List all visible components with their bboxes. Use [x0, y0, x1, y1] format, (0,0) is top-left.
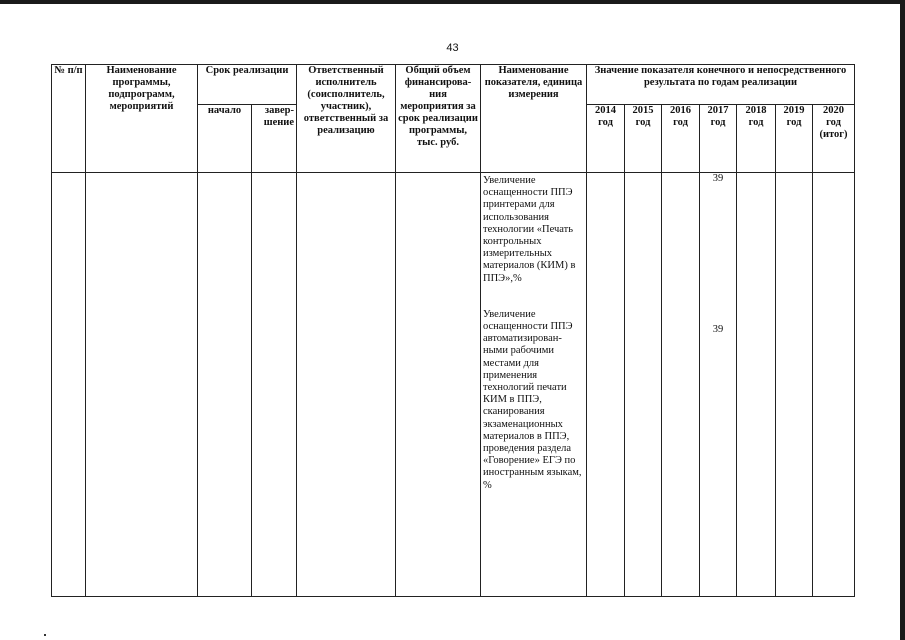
header-num: № п/п — [52, 65, 86, 173]
header-name: Наименование программы, подпрограмм, мероприятий — [86, 65, 198, 173]
cell-2017 — [700, 173, 737, 597]
cell-2015 — [625, 173, 662, 597]
indicator-value: 39 — [712, 324, 724, 335]
page-number: 43 — [446, 42, 459, 54]
scan-edge-right — [900, 0, 905, 640]
cell-name — [86, 173, 198, 597]
header-term: Срок реализации — [198, 65, 297, 105]
cell-funding — [396, 173, 481, 597]
cell-2014 — [587, 173, 625, 597]
header-year-2018: 2018 год — [737, 105, 776, 173]
header-year-2020: 2020 год (итог) — [813, 105, 855, 173]
header-executor: Ответственный исполнитель (соисполнитель, участник), ответственный за реализацию — [297, 65, 396, 173]
header-row-1 — [52, 65, 855, 105]
header-year-2016: 2016 год — [662, 105, 700, 173]
header-funding: Общий объем финансирова-ния мероприятия за срок реализации программы, тыс. руб. — [396, 65, 481, 173]
scan-speck — [44, 634, 46, 636]
cell-num — [52, 173, 86, 597]
header-year-2014: 2014 год — [587, 105, 625, 173]
header-year-2015: 2015 год — [625, 105, 662, 173]
header-year-2017: 2017 год — [700, 105, 737, 173]
header-term-end: завер-шение — [252, 105, 297, 173]
header-indicator: Наименование показателя, единица измерения — [481, 65, 587, 173]
header-values-group: Значение показателя конечного и непосредственного результата по годам реализации — [587, 65, 855, 105]
cell-executor — [297, 173, 396, 597]
header-term-start: начало — [198, 105, 252, 173]
indicator-text: Увеличение оснащенности ППЭ автоматизирован-ными рабочими местами для применения технологий печати КИМ в ППЭ, сканирования экзаменационных материалов в ППЭ, проведения раздела «Говорение» ЕГЭ по иностранным языкам, % — [483, 308, 582, 491]
cell-indicator — [481, 173, 587, 597]
indicator-value: 39 — [712, 173, 724, 184]
table-row — [52, 173, 855, 597]
cell-2020 — [813, 173, 855, 597]
cell-term-start — [198, 173, 252, 597]
cell-term-end — [252, 173, 297, 597]
header-year-2019: 2019 год — [776, 105, 813, 173]
cell-2016 — [662, 173, 700, 597]
cell-2019 — [776, 173, 813, 597]
cell-2018 — [737, 173, 776, 597]
scan-edge-top — [0, 0, 905, 4]
indicator-text: Увеличение оснащенности ППЭ принтерами для использования технологии «Печать контрольных измерительных материалов (КИМ) в ППЭ»,% — [483, 175, 576, 284]
program-table — [51, 64, 855, 597]
